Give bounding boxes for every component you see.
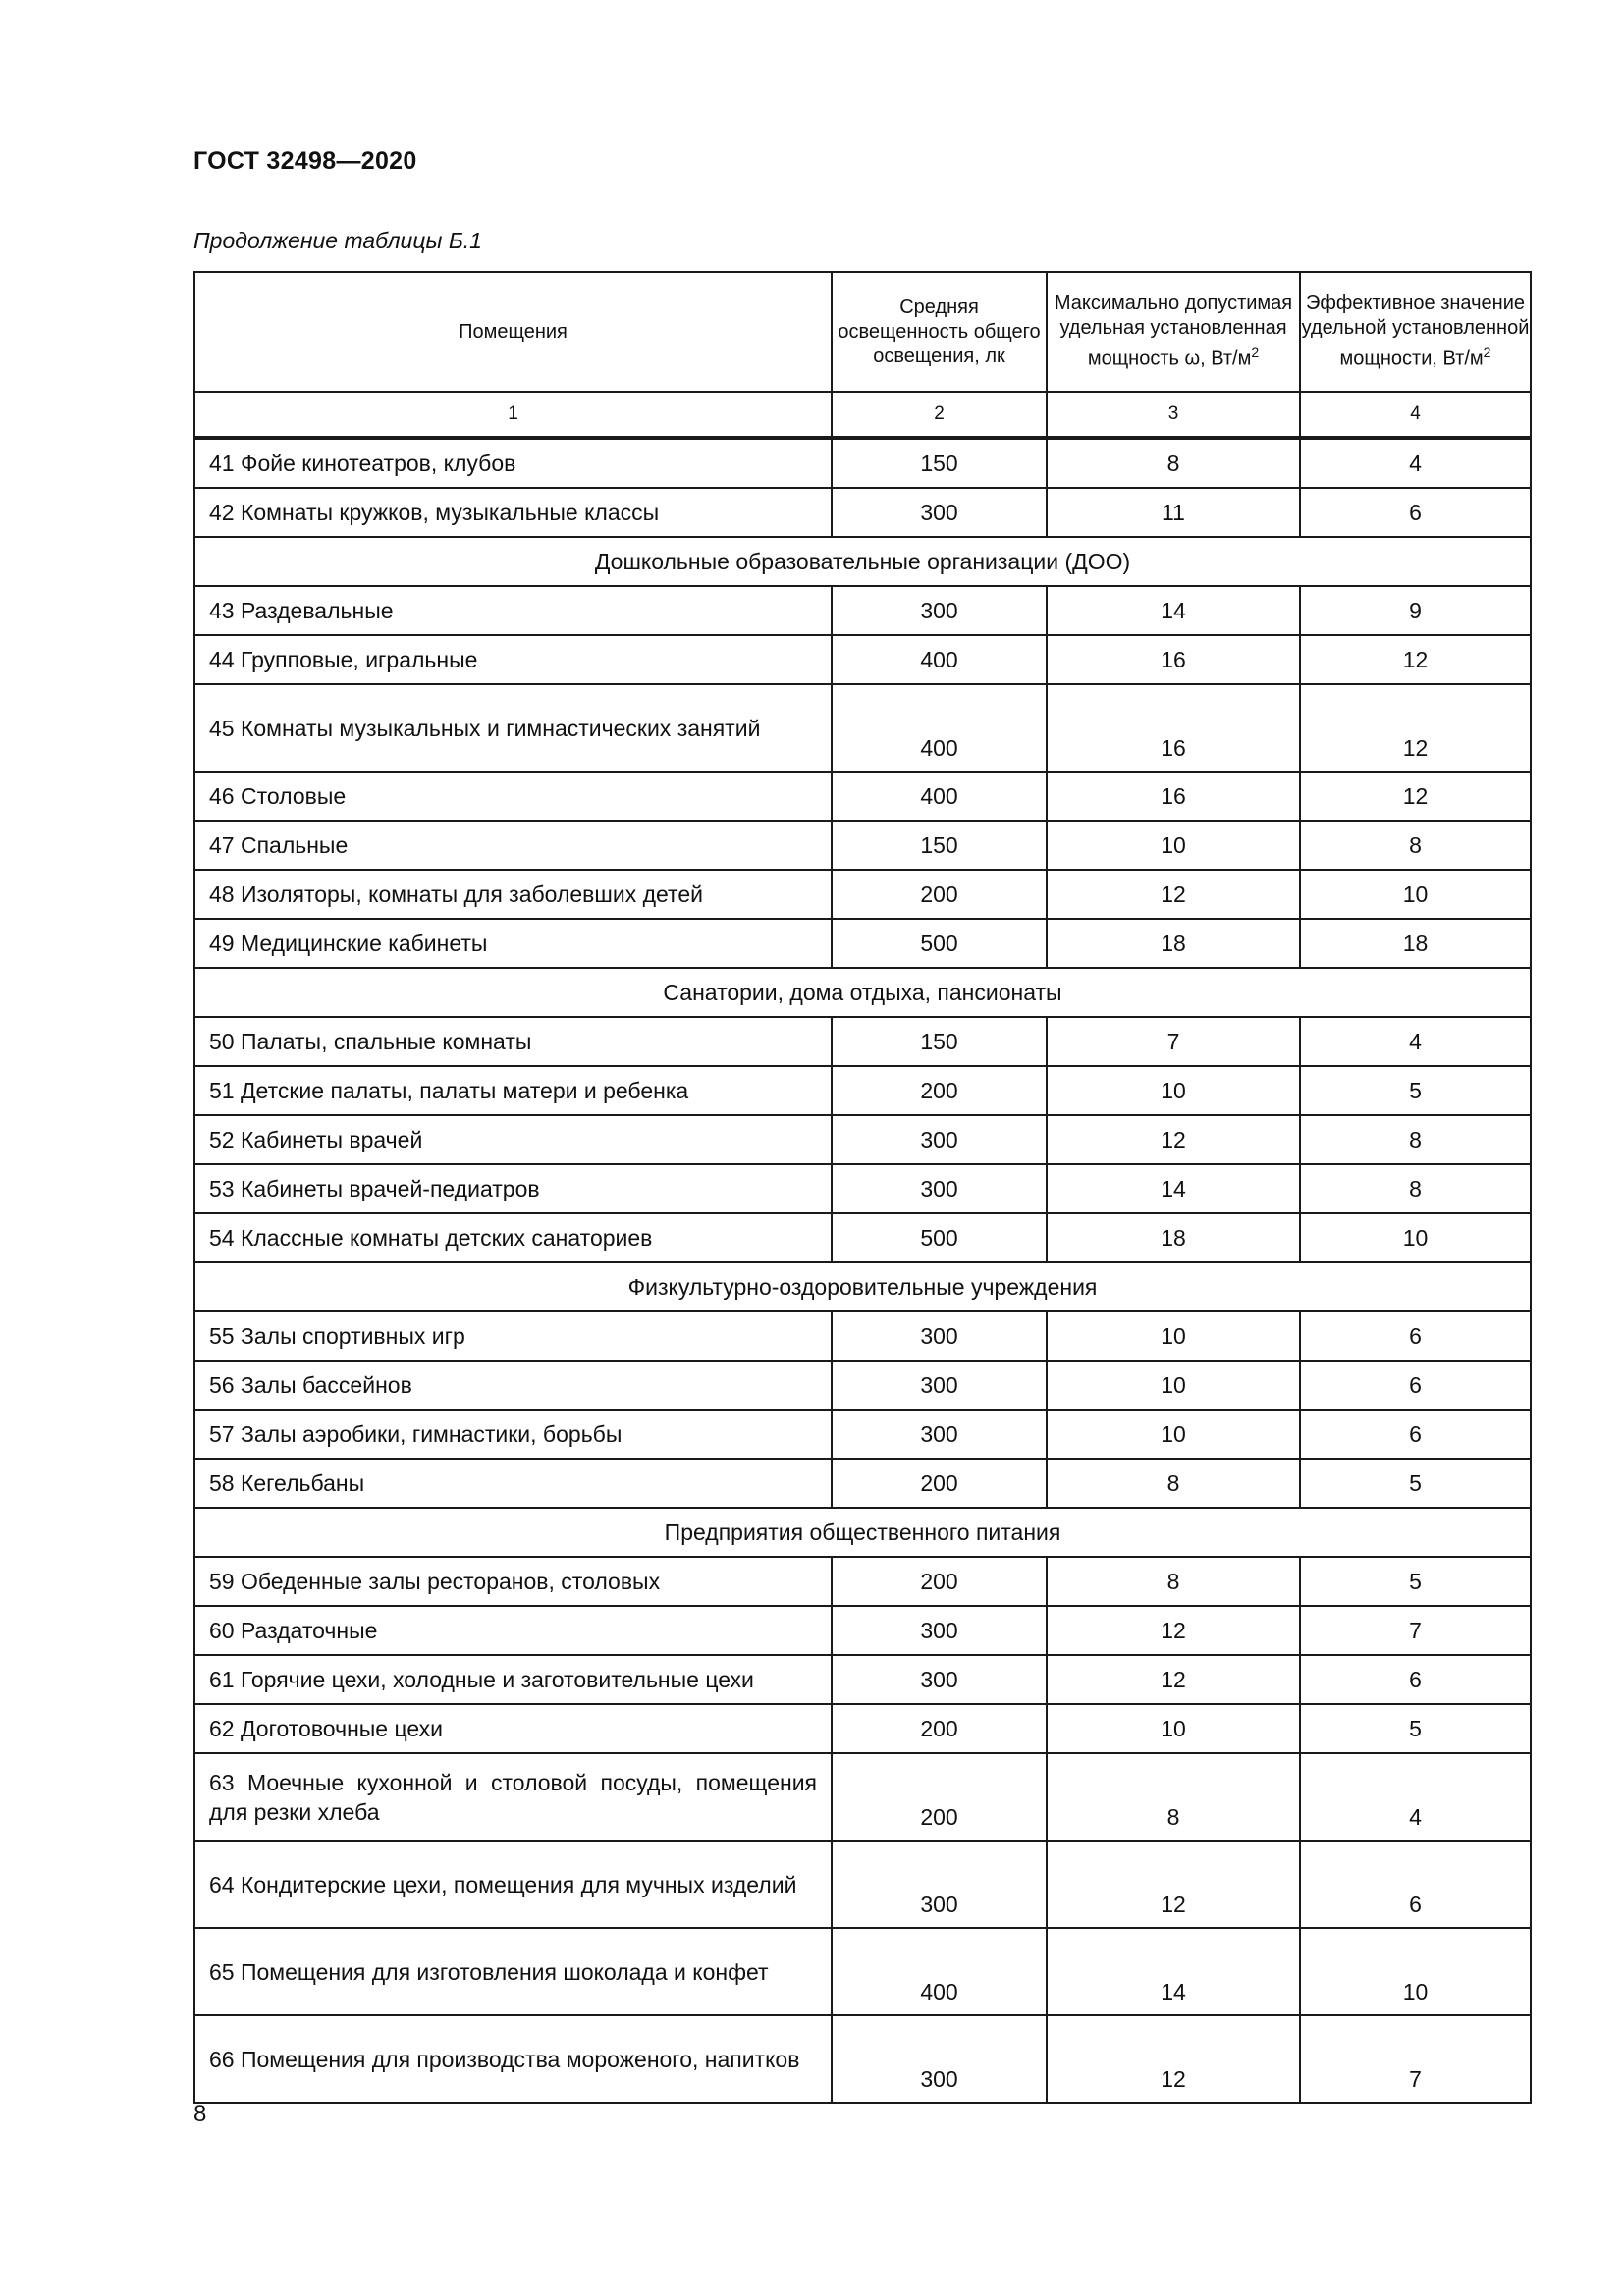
room-name-cell: 64 Кондитерские цехи, помещения для мучных изделий [194, 1841, 832, 1928]
room-name-cell: 44 Групповые, игральные [194, 635, 832, 684]
effective-power-cell: 4 [1300, 438, 1531, 488]
max-power-cell: 18 [1047, 1213, 1300, 1262]
room-name-cell: 49 Медицинские кабинеты [194, 919, 832, 968]
effective-power-cell: 6 [1300, 1410, 1531, 1459]
table-row [194, 1164, 1531, 1213]
table-row [194, 919, 1531, 968]
illuminance-cell: 500 [832, 1213, 1047, 1262]
illuminance-cell: 200 [832, 1557, 1047, 1606]
effective-power-cell: 9 [1300, 586, 1531, 635]
max-power-cell: 10 [1047, 1410, 1300, 1459]
room-name-cell: 53 Кабинеты врачей-педиатров [194, 1164, 832, 1213]
room-name-cell: 42 Комнаты кружков, музыкальные классы [194, 488, 832, 537]
section-row [194, 968, 1531, 1017]
max-power-cell: 12 [1047, 1606, 1300, 1655]
max-power-cell: 8 [1047, 1753, 1300, 1841]
max-power-cell: 12 [1047, 1115, 1300, 1164]
table-row [194, 1213, 1531, 1262]
section-title: Санатории, дома отдыха, пансионаты [194, 968, 1531, 1017]
illuminance-cell: 300 [832, 488, 1047, 537]
max-power-cell: 8 [1047, 1459, 1300, 1508]
effective-power-cell: 5 [1300, 1704, 1531, 1753]
effective-power-cell: 5 [1300, 1557, 1531, 1606]
room-name-cell: 61 Горячие цехи, холодные и заготовительные цехи [194, 1655, 832, 1704]
room-name-cell: 45 Комнаты музыкальных и гимнастических занятий [194, 684, 832, 772]
effective-power-cell: 12 [1300, 635, 1531, 684]
room-name-cell: 52 Кабинеты врачей [194, 1115, 832, 1164]
illuminance-cell: 150 [832, 438, 1047, 488]
illuminance-cell: 150 [832, 821, 1047, 870]
table-row [194, 1361, 1531, 1410]
table-row [194, 1655, 1531, 1704]
max-power-cell: 10 [1047, 1066, 1300, 1115]
room-name-cell: 58 Кегельбаны [194, 1459, 832, 1508]
table-row [194, 1311, 1531, 1361]
table-row [194, 1066, 1531, 1115]
table-row [194, 2015, 1531, 2103]
max-power-cell: 14 [1047, 586, 1300, 635]
superscript-two: 2 [1251, 345, 1260, 361]
effective-power-cell: 12 [1300, 772, 1531, 821]
table-row [194, 586, 1531, 635]
max-power-cell: 12 [1047, 1655, 1300, 1704]
illuminance-cell: 300 [832, 586, 1047, 635]
header-effective-power [1300, 272, 1531, 392]
superscript-two: 2 [1483, 345, 1491, 361]
max-power-cell: 7 [1047, 1017, 1300, 1066]
table-row [194, 870, 1531, 919]
illuminance-cell: 300 [832, 1361, 1047, 1410]
section-row [194, 537, 1531, 586]
illuminance-cell: 200 [832, 1459, 1047, 1508]
effective-power-cell: 8 [1300, 1164, 1531, 1213]
room-name-cell: 60 Раздаточные [194, 1606, 832, 1655]
illuminance-cell: 300 [832, 1606, 1047, 1655]
max-power-cell: 12 [1047, 870, 1300, 919]
section-row [194, 1508, 1531, 1557]
illuminance-cell: 400 [832, 684, 1047, 772]
table-body [194, 438, 1531, 2103]
room-name-cell: 56 Залы бассейнов [194, 1361, 832, 1410]
max-power-cell: 12 [1047, 1841, 1300, 1928]
effective-power-cell: 10 [1300, 1213, 1531, 1262]
table-row [194, 1606, 1531, 1655]
effective-power-cell: 7 [1300, 2015, 1531, 2103]
header-rooms [194, 272, 832, 392]
room-name-cell: 41 Фойе кинотеатров, клубов [194, 438, 832, 488]
effective-power-cell: 4 [1300, 1753, 1531, 1841]
section-title: Физкультурно-оздоровительные учреждения [194, 1262, 1531, 1311]
illuminance-cell: 300 [832, 1311, 1047, 1361]
table-row [194, 1459, 1531, 1508]
table-row [194, 821, 1531, 870]
illuminance-cell: 400 [832, 772, 1047, 821]
column-number: 3 [1047, 392, 1300, 438]
room-name-cell: 51 Детские палаты, палаты матери и ребенка [194, 1066, 832, 1115]
effective-power-cell: 4 [1300, 1017, 1531, 1066]
room-name-cell: 62 Доготовочные цехи [194, 1704, 832, 1753]
effective-power-cell: 12 [1300, 684, 1531, 772]
illuminance-cell: 200 [832, 1753, 1047, 1841]
illuminance-cell: 400 [832, 1928, 1047, 2015]
room-name-cell: 55 Залы спортивных игр [194, 1311, 832, 1361]
max-power-cell: 16 [1047, 772, 1300, 821]
column-number: 1 [194, 392, 832, 438]
header-max-power-label: Максимально допустимая удельная установленная мощность ω, Вт/м [1054, 293, 1293, 370]
max-power-cell: 8 [1047, 438, 1300, 488]
effective-power-cell: 10 [1300, 870, 1531, 919]
illuminance-cell: 300 [832, 1410, 1047, 1459]
max-power-cell: 10 [1047, 1704, 1300, 1753]
max-power-cell: 14 [1047, 1164, 1300, 1213]
table-row [194, 488, 1531, 537]
illuminance-cell: 300 [832, 2015, 1047, 2103]
header-max-power [1047, 272, 1300, 392]
room-name-cell: 63 Моечные кухонной и столовой посуды, помещения для резки хлеба [194, 1753, 832, 1841]
effective-power-cell: 6 [1300, 1841, 1531, 1928]
illuminance-cell: 400 [832, 635, 1047, 684]
section-title: Предприятия общественного питания [194, 1508, 1531, 1557]
header-row [194, 272, 1531, 392]
header-illuminance [832, 272, 1047, 392]
room-name-cell: 43 Раздевальные [194, 586, 832, 635]
max-power-cell: 10 [1047, 1361, 1300, 1410]
effective-power-cell: 6 [1300, 1655, 1531, 1704]
table-row [194, 1017, 1531, 1066]
room-name-cell: 46 Столовые [194, 772, 832, 821]
table-row [194, 438, 1531, 488]
effective-power-cell: 6 [1300, 1361, 1531, 1410]
illuminance-cell: 150 [832, 1017, 1047, 1066]
max-power-cell: 10 [1047, 1311, 1300, 1361]
room-name-cell: 48 Изоляторы, комнаты для заболевших детей [194, 870, 832, 919]
max-power-cell: 18 [1047, 919, 1300, 968]
section-row [194, 1262, 1531, 1311]
table-row [194, 1410, 1531, 1459]
effective-power-cell: 6 [1300, 488, 1531, 537]
illuminance-cell: 300 [832, 1841, 1047, 1928]
max-power-cell: 16 [1047, 684, 1300, 772]
effective-power-cell: 18 [1300, 919, 1531, 968]
table-row [194, 772, 1531, 821]
header-effective-power-label: Эффективное значение удельной установленной мощности, Вт/м [1301, 293, 1530, 370]
effective-power-cell: 5 [1300, 1066, 1531, 1115]
room-name-cell: 54 Классные комнаты детских санаториев [194, 1213, 832, 1262]
document-code: ГОСТ 32498—2020 [193, 147, 417, 175]
page-number: 8 [193, 2101, 207, 2127]
table-caption: Продолжение таблицы Б.1 [193, 228, 482, 253]
section-title: Дошкольные образовательные организации (ДОО) [194, 537, 1531, 586]
illuminance-cell: 200 [832, 1704, 1047, 1753]
max-power-cell: 14 [1047, 1928, 1300, 2015]
room-name-cell: 50 Палаты, спальные комнаты [194, 1017, 832, 1066]
max-power-cell: 16 [1047, 635, 1300, 684]
illuminance-cell: 300 [832, 1115, 1047, 1164]
header-rooms-label: Помещения [459, 320, 568, 343]
norms-table [193, 271, 1532, 2104]
room-name-cell: 59 Обеденные залы ресторанов, столовых [194, 1557, 832, 1606]
illuminance-cell: 200 [832, 870, 1047, 919]
max-power-cell: 11 [1047, 488, 1300, 537]
table-row [194, 1928, 1531, 2015]
table-row [194, 1753, 1531, 1841]
illuminance-cell: 200 [832, 1066, 1047, 1115]
column-number: 4 [1300, 392, 1531, 438]
column-number: 2 [832, 392, 1047, 438]
room-name-cell: 65 Помещения для изготовления шоколада и конфет [194, 1928, 832, 2015]
room-name-cell: 66 Помещения для производства мороженого, напитков [194, 2015, 832, 2103]
effective-power-cell: 5 [1300, 1459, 1531, 1508]
column-number-row [194, 392, 1531, 438]
effective-power-cell: 8 [1300, 1115, 1531, 1164]
table-header [194, 272, 1531, 438]
room-name-cell: 57 Залы аэробики, гимнастики, борьбы [194, 1410, 832, 1459]
illuminance-cell: 300 [832, 1164, 1047, 1213]
room-name-cell: 47 Спальные [194, 821, 832, 870]
effective-power-cell: 6 [1300, 1311, 1531, 1361]
effective-power-cell: 7 [1300, 1606, 1531, 1655]
table-row [194, 1841, 1531, 1928]
effective-power-cell: 8 [1300, 821, 1531, 870]
table-row [194, 1557, 1531, 1606]
max-power-cell: 10 [1047, 821, 1300, 870]
header-illuminance-label: Средняя освещенность общего освещения, лк [838, 295, 1041, 367]
table-row [194, 1115, 1531, 1164]
table-row [194, 635, 1531, 684]
max-power-cell: 8 [1047, 1557, 1300, 1606]
illuminance-cell: 500 [832, 919, 1047, 968]
table-row [194, 684, 1531, 772]
effective-power-cell: 10 [1300, 1928, 1531, 2015]
illuminance-cell: 300 [832, 1655, 1047, 1704]
max-power-cell: 12 [1047, 2015, 1300, 2103]
table-row [194, 1704, 1531, 1753]
